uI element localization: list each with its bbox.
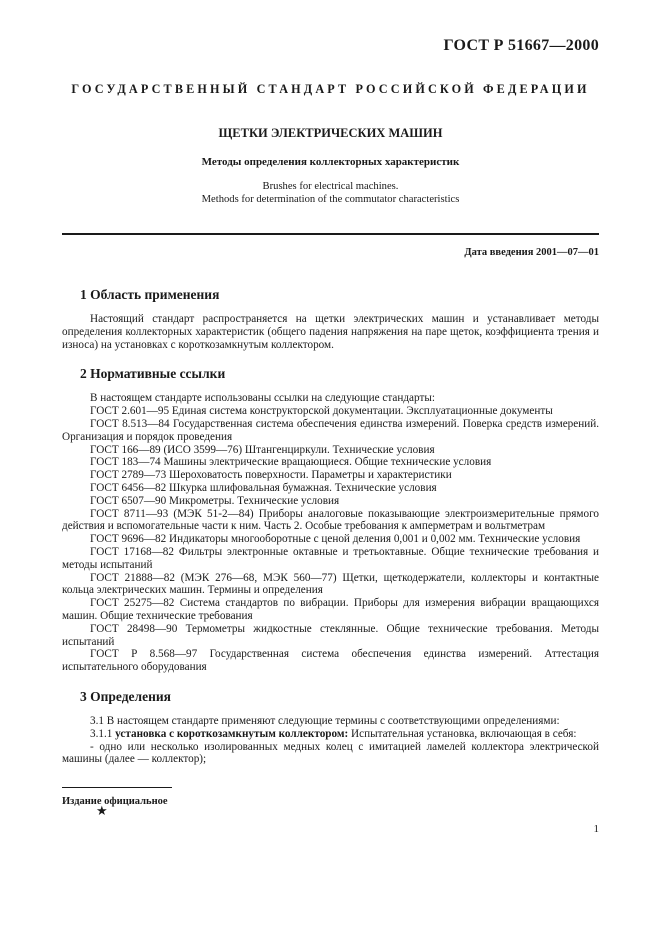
- reference-item: ГОСТ 28498—90 Термометры жидкостные стеклянные. Общие технические требования. Методы испытаний: [62, 622, 599, 648]
- list-item: - одно или несколько изолированных медных колец с имитацией ламелей коллектора электрической машины (далее — коллектор);: [62, 740, 599, 766]
- reference-item: ГОСТ 8711—93 (МЭК 51-2—84) Приборы аналоговые показывающие электроизмерительные прямого действия и вспомогательные части к ним. Часть 2. Особые требования к амперметрам и вольтметрам: [62, 507, 599, 533]
- english-title: [62, 180, 599, 206]
- paragraph: Настоящий стандарт распространяется на щетки электрических машин и устанавливает методы определения коллекторных характеристик (общего падения напряжения на паре щеток, коэффициента трения и износа) на установках с короткозамкнутым коллектором.: [62, 313, 599, 351]
- official-edition-label: Издание официальное: [62, 796, 168, 807]
- paragraph: 3.1 В настоящем стандарте применяют следующие термины с соответствующими определениями:: [90, 714, 560, 727]
- english-title-line-1: Brushes for electrical machines.: [262, 181, 399, 192]
- reference-item: ГОСТ 166—89 (ИСО 3599—76) Штангенциркули. Технические условия: [90, 443, 435, 456]
- reference-item: ГОСТ 6507—90 Микрометры. Технические условия: [90, 494, 340, 507]
- introduction-date: Дата введения 2001—07—01: [464, 247, 599, 258]
- document-body: [62, 287, 599, 766]
- definition-text: Испытательная установка, включающая в себя:: [351, 727, 577, 740]
- section-heading: 3 Определения: [80, 688, 171, 704]
- section-definitions: [62, 689, 599, 766]
- reference-item: ГОСТ 25275—82 Система стандартов по вибрации. Приборы для измерения вибрации вращающихся машин. Общие технические требования: [62, 597, 599, 622]
- reference-item: ГОСТ 21888—82 (МЭК 276—68, МЭК 560—77) Щетки, щеткодержатели, коллекторы и контактные кольца электрических машин. Термины и определения: [62, 571, 599, 597]
- title-divider: [62, 233, 599, 235]
- document-number: ГОСТ Р 51667—2000: [443, 37, 599, 54]
- star-icon: ★: [96, 803, 108, 818]
- document-title: ЩЕТКИ ЭЛЕКТРИЧЕСКИХ МАШИН: [218, 126, 443, 140]
- reference-item: ГОСТ 17168—82 Фильтры электронные октавные и третьоктавные. Общие технические требования и методы испытаний: [62, 545, 599, 571]
- reference-item: ГОСТ Р 8.568—97 Государственная система обеспечения единства измерений. Аттестация испытательного оборудования: [62, 648, 599, 674]
- footer-rule: [62, 787, 172, 788]
- document-subtitle: Методы определения коллекторных характеристик: [201, 156, 460, 168]
- section-heading: 2 Нормативные ссылки: [80, 366, 226, 382]
- english-title-line-2: Methods for determination of the commutator characteristics: [201, 194, 460, 205]
- paragraph: В настоящем стандарте использованы ссылки на следующие стандарты:: [90, 392, 435, 405]
- reference-item: ГОСТ 6456—82 Шкурка шлифовальная бумажная. Технические условия: [90, 481, 437, 494]
- section-normative-references: [62, 366, 599, 674]
- reference-item: ГОСТ 8.513—84 Государственная система обеспечения единства измерений. Поверка средств измерений. Организация и порядок проведения: [62, 417, 599, 443]
- clause-number: 3.1.1: [90, 727, 113, 740]
- page-number: 1: [593, 823, 599, 835]
- reference-item: ГОСТ 2789—73 Шероховатость поверхности. Параметры и характеристики: [90, 469, 452, 482]
- definition-paragraph: [62, 728, 599, 741]
- reference-item: ГОСТ 2.601—95 Единая система конструкторской документации. Эксплуатационные документы: [90, 405, 553, 418]
- section-heading: 1 Область применения: [80, 287, 220, 302]
- reference-item: ГОСТ 183—74 Машины электрические вращающиеся. Общие технические условия: [90, 456, 492, 469]
- state-standard-heading: ГОСУДАРСТВЕННЫЙ СТАНДАРТ РОССИЙСКОЙ ФЕДЕРАЦИИ: [71, 82, 590, 96]
- reference-item: ГОСТ 9696—82 Индикаторы многооборотные с ценой деления 0,001 и 0,002 мм. Технические условия: [90, 533, 581, 546]
- defined-term: установка с короткозамкнутым коллектором:: [115, 727, 349, 740]
- section-scope: [62, 287, 599, 351]
